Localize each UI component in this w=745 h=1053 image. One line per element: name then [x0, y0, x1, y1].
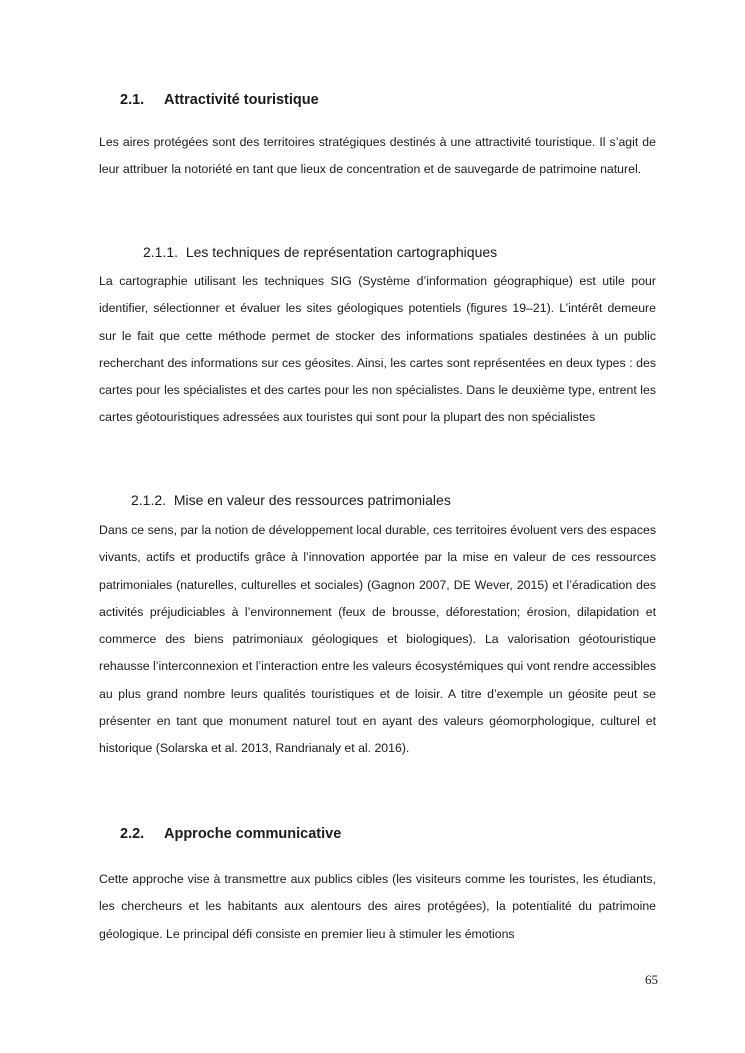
subsection-heading-2-1-1 [143, 244, 497, 260]
subsection-number: 2.1.1. [143, 244, 179, 260]
section-title: Approche communicative [164, 826, 342, 842]
subsection-number: 2.1.2. [131, 492, 167, 508]
section-title: Attractivité touristique [164, 92, 319, 108]
paragraph-2-1-2: Dans ce sens, par la notion de développement local durable, ces territoires évoluent vers des espaces vivants, actifs et productifs grâce à l’innovation apportée par la mise en valeur de ces ressources patrimoniales (naturelles, culturelles et sociales) (Gagnon 2007, DE Wever, 2015) et l’éradication des activités préjudiciables à l’environnement (feux de brousse, déforestation; érosion, dilapidation et commerce des biens patrimoniaux géologiques et biologiques). La valorisation géotouristique rehausse l’interconnexion et l’interaction entre les valeurs écosystémiques qui vont rendre accessibles au plus grand nombre leurs qualités touristiques et de loisir. A titre d’exemple un géosite peut se présenter en tant que monument naturel tout en ayant des valeurs géomorphologique, culturel et historique (Solarska et al. 2013, Randrianaly et al. 2016). [99, 523, 656, 756]
subsection-title: Les techniques de représentation cartographiques [185, 244, 498, 260]
subsection-title: Mise en valeur des ressources patrimoniales [173, 492, 451, 508]
page-number: 65 [645, 972, 658, 987]
subsection-heading-2-1-2 [131, 492, 451, 508]
section-heading-2-2 [120, 826, 341, 842]
section-number: 2.1. [120, 92, 145, 108]
paragraph-2-2: Cette approche vise à transmettre aux publics cibles (les visiteurs comme les touristes, les étudiants, les chercheurs et les habitants aux alentours des aires protégées), la potentialité du patrimoine géologique. Le principal défi consiste en premier lieu à stimuler les émotions [99, 872, 656, 941]
section-heading-2-1 [120, 92, 319, 108]
section-number: 2.2. [120, 826, 145, 842]
paragraph-2-1: Les aires protégées sont des territoires stratégiques destinés à une attractivité touristique. Il s’agit de leur attribuer la notoriété en tant que lieux de concentration et de sauvegarde de patrimoine naturel. [99, 135, 656, 177]
paragraph-2-1-1: La cartographie utilisant les techniques SIG (Système d’information géographique) est utile pour identifier, sélectionner et évaluer les sites géologiques potentiels (figures 19–21). L’intérêt demeure sur le fait que cette méthode permet de stocker des informations spatiales destinées à un public recherchant des informations sur ces géosites. Ainsi, les cartes sont représentées en deux types : des cartes pour les spécialistes et des cartes pour les non spécialistes. Dans le deuxième type, entrent les cartes géotouristiques adressées aux touristes qui sont pour la plupart des non spécialistes [99, 274, 656, 425]
